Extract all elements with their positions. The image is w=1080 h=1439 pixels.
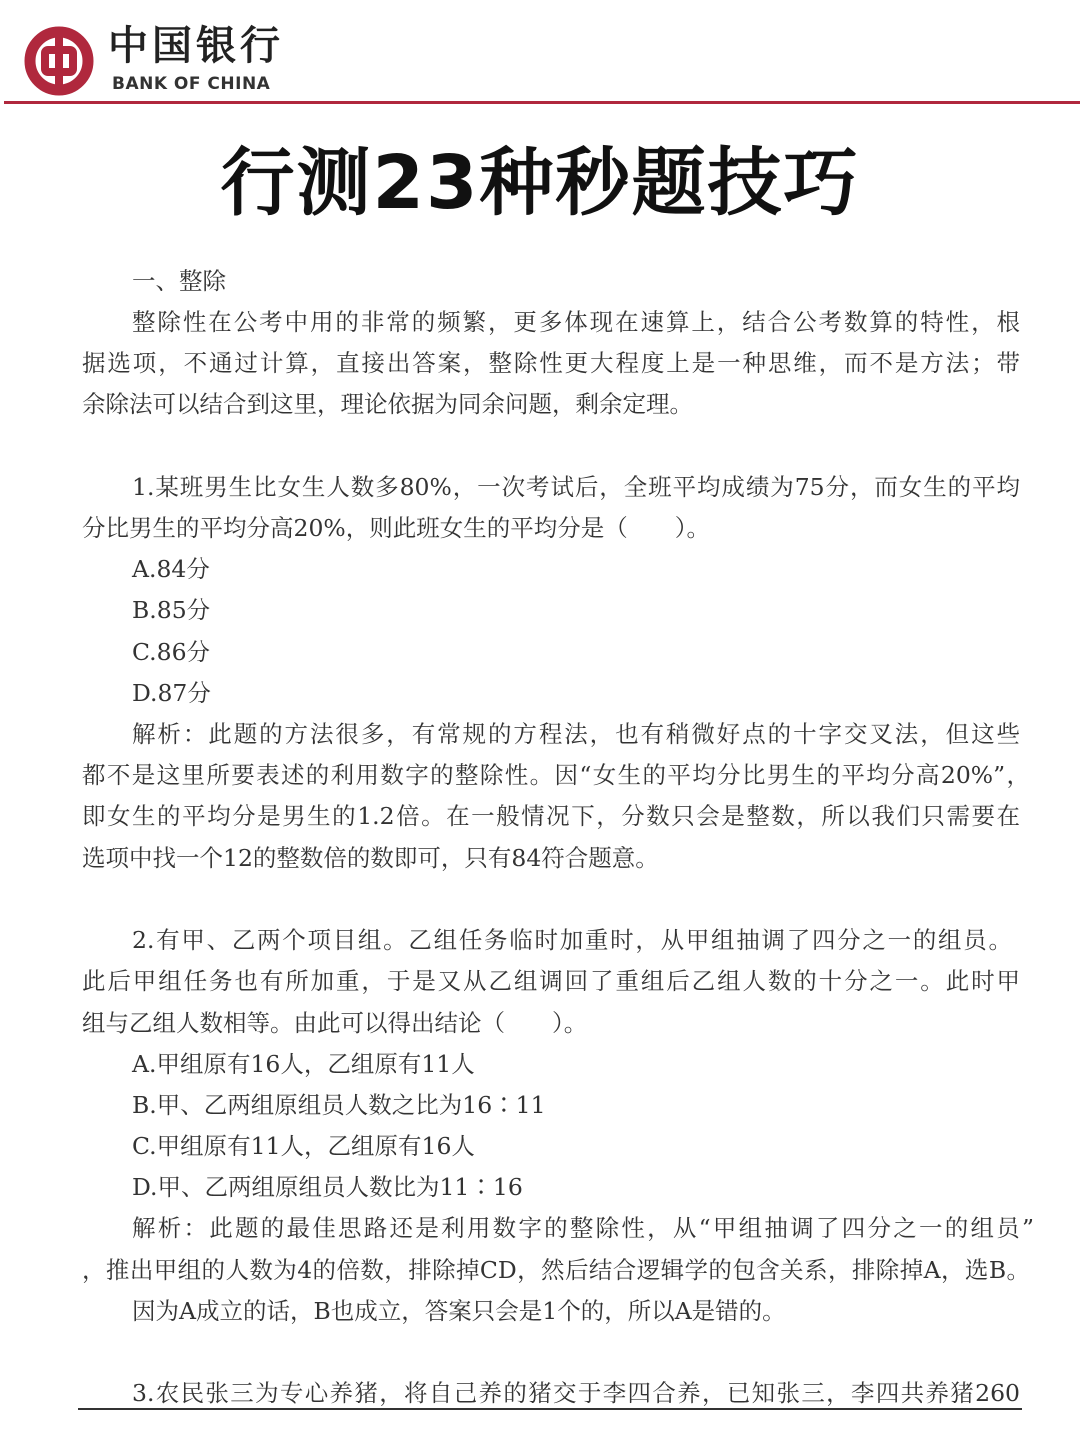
paragraph-line: 余除法可以结合到这里，理论依据为同余问题，剩余定理。 — [82, 390, 693, 418]
option-d: D.87分 — [132, 679, 211, 707]
question-line: 分比男生的平均分高20%，则此班女生的平均分是（ ）。 — [82, 514, 710, 542]
paragraph-line: 据选项，不通过计算，直接出答案，整除性更大程度上是一种思维，而不是方法；带 — [82, 349, 1020, 377]
bottom-divider — [78, 1408, 1022, 1410]
option-a: A.84分 — [132, 555, 210, 583]
page-title: 行测23种秒题技巧 — [220, 140, 860, 226]
logo-chinese-name: 中国银行 — [108, 22, 284, 69]
analysis-line: ，推出甲组的人数为4的倍数，排除掉CD，然后结合逻辑学的包含关系，排除掉A，选B。 — [82, 1256, 1030, 1284]
logo-english-name: BANK OF CHINA — [112, 74, 271, 94]
option-c: C.86分 — [132, 638, 211, 666]
bank-of-china-logo-icon — [24, 26, 94, 96]
option-b: B.甲、乙两组原组员人数之比为16∶11 — [132, 1091, 546, 1119]
option-a: A.甲组原有16人，乙组原有11人 — [132, 1050, 475, 1078]
question-line: 2.有甲、乙两个项目组。乙组任务临时加重时，从甲组抽调了四分之一的组员。 — [132, 926, 1012, 954]
paragraph-line: 整除性在公考中用的非常的频繁，更多体现在速算上，结合公考数算的特性，根 — [132, 308, 1020, 336]
analysis-line: 都不是这里所要表述的利用数字的整除性。因“女生的平均分比男生的平均分高20%”， — [82, 761, 1030, 789]
analysis-line: 解析：此题的方法很多，有常规的方程法，也有稍微好点的十字交叉法，但这些 — [132, 720, 1020, 748]
analysis-line: 选项中找一个12的整数倍的数即可，只有84符合题意。 — [82, 844, 659, 872]
question-line: 1.某班男生比女生人数多80%，一次考试后，全班平均成绩为75分，而女生的平均 — [132, 473, 1020, 501]
analysis-line: 解析：此题的最佳思路还是利用数字的整除性，从“甲组抽调了四分之一的组员” — [132, 1214, 1034, 1242]
header-divider — [4, 101, 1080, 104]
question-line: 组与乙组人数相等。由此可以得出结论（ ）。 — [82, 1009, 588, 1037]
option-b: B.85分 — [132, 596, 211, 624]
header — [0, 0, 1080, 104]
option-d: D.甲、乙两组原组员人数比为11∶16 — [132, 1173, 523, 1201]
section-heading: 一、整除 — [132, 267, 226, 295]
analysis-line: 即女生的平均分是男生的1.2倍。在一般情况下，分数只会是整数，所以我们只需要在 — [82, 802, 1020, 830]
question-line: 3.农民张三为专心养猪，将自己养的猪交于李四合养，已知张三，李四共养猪260 — [132, 1379, 1020, 1407]
option-c: C.甲组原有11人，乙组原有16人 — [132, 1132, 475, 1160]
analysis-line: 因为A成立的话，B也成立，答案只会是1个的，所以A是错的。 — [132, 1297, 786, 1325]
question-line: 此后甲组任务也有所加重，于是又从乙组调回了重组后乙组人数的十分之一。此时甲 — [82, 967, 1020, 995]
